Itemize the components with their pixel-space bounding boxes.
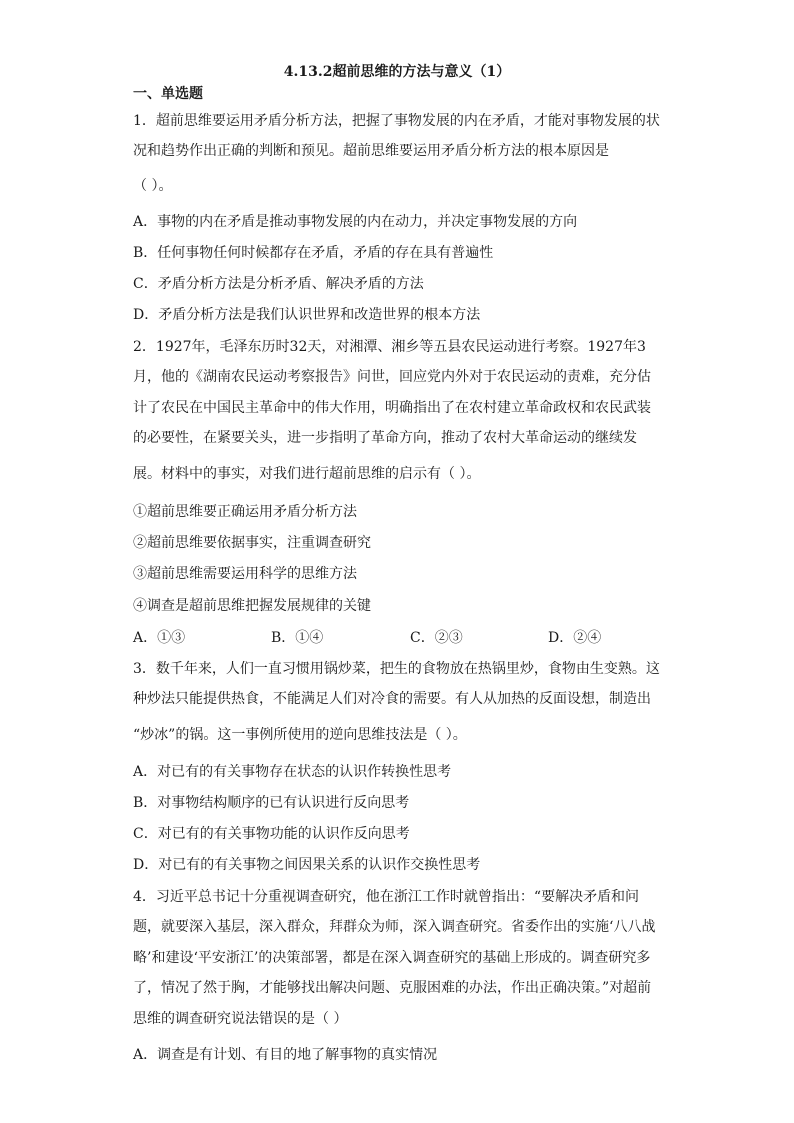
q2-statement: ④调查是超前思维把握发展规律的关键	[133, 598, 371, 614]
q4-stem-line: 思维的调查研究说法错误的是（ ）	[133, 1011, 348, 1027]
q3-stem-line: 3．数千年来，人们一直习惯用锅炒菜，把生的食物放在热锅里炒，食物由生变熟。这	[133, 661, 660, 677]
q2-stem-line: 2．1927年，毛泽东历时32天，对湘潭、湘乡等五县农民运动进行考察。1927年3	[133, 339, 646, 355]
q2-stem-line: 月，他的《湖南农民运动考察报告》问世，回应党内外对于农民运动的责难，充分估	[133, 369, 651, 385]
q2-stem-line: 的必要性，在紧要关头，进一步指明了革命方向，推动了农村大革命运动的继续发	[133, 430, 637, 446]
q2-statement: ①超前思维要正确运用矛盾分析方法	[133, 504, 357, 520]
q1-option-d: D．矛盾分析方法是我们认识世界和改造世界的根本方法	[133, 307, 481, 323]
q4-stem-line: 题，就要深入基层，深入群众，拜群众为师，深入调查研究。省委作出的实施‘八八战	[133, 919, 656, 935]
q1-option-b: B．任何事物任何时候都存在矛盾，矛盾的存在具有普遍性	[133, 245, 494, 261]
q1-stem-line: 况和趋势作出正确的判断和预见。超前思维要运用矛盾分析方法的根本原因是	[133, 143, 609, 159]
document-title: 4.13.2超前思维的方法与意义（1）	[283, 64, 511, 80]
q2-option-d: D．②④	[548, 630, 602, 646]
q3-option-b: B．对事物结构顺序的已有认识进行反向思考	[133, 795, 410, 811]
q4-option-a: A．调查是有计划、有目的地了解事物的真实情况	[133, 1047, 438, 1063]
q2-stem-line: 计了农民在中国民主革命中的伟大作用，明确指出了在农村建立革命政权和农民武装	[133, 400, 651, 416]
q1-option-a: A．事物的内在矛盾是推动事物发展的内在动力，并决定事物发展的方向	[133, 214, 578, 230]
q3-option-c: C．对已有的有关事物功能的认识作反向思考	[133, 826, 410, 842]
q2-stem-line: 展。材料中的事实，对我们进行超前思维的启示有（ ）。	[133, 466, 481, 482]
q1-option-c: C．矛盾分析方法是分析矛盾、解决矛盾的方法	[133, 276, 424, 292]
q3-stem-line: 种炒法只能提供热食，不能满足人们对冷食的需要。有人从加热的反面设想，制造出	[133, 691, 651, 707]
q3-option-a: A．对已有的有关事物存在状态的认识作转换性思考	[133, 764, 452, 780]
q2-option-b: B．①④	[271, 630, 324, 646]
q2-statement: ②超前思维要依据事实，注重调查研究	[133, 535, 371, 551]
q2-option-a: A．①③	[133, 630, 186, 646]
q3-stem-line: “炒冰”的锅。这一事例所使用的逆向思维技法是（ ）。	[133, 727, 467, 743]
q1-stem-line: （ ）。	[133, 178, 173, 194]
q1-stem-line: 1．超前思维要运用矛盾分析方法，把握了事物发展的内在矛盾，才能对事物发展的状	[133, 113, 660, 129]
q4-stem-line: 4．习近平总书记十分重视调查研究，他在浙江工作时就曾指出：“要解决矛盾和问	[133, 889, 640, 905]
q3-option-d: D．对已有的有关事物之间因果关系的认识作交换性思考	[133, 857, 481, 873]
q2-option-c: C．②③	[410, 630, 463, 646]
section-title: 一、单选题	[133, 86, 203, 102]
q2-options-row	[133, 628, 673, 648]
q4-stem-line: 略’和建设‘平安浙江’的决策部署，都是在深入调查研究的基础上形成的。调查研究多	[133, 950, 651, 966]
q2-statement: ③超前思维需要运用科学的思维方法	[133, 566, 357, 582]
q4-stem-line: 了，情况了然于胸，才能够找出解决问题、克服困难的办法，作出正确决策。”对超前	[133, 980, 652, 996]
